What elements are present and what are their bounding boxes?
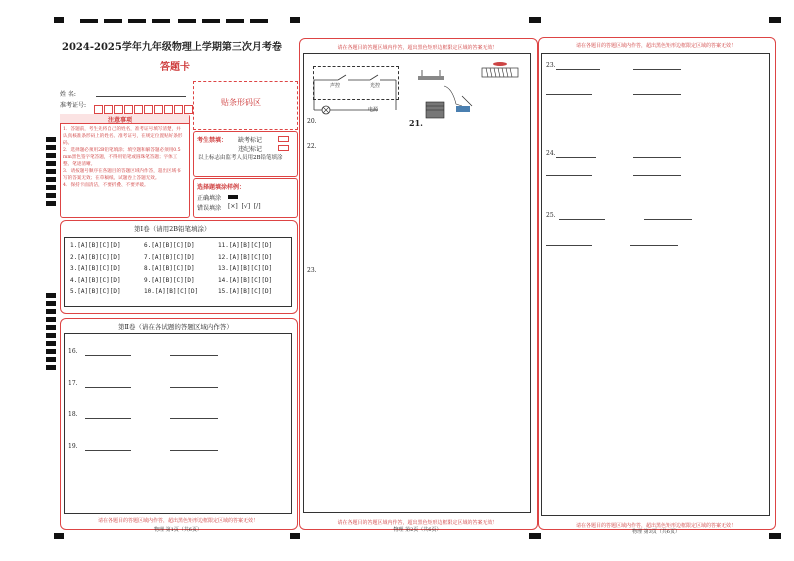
note-item: 3．请按题号顺序在各题目的答题区域内作答，超出区域书写的答案无效；在草稿纸、试题卷上答题无效。 <box>63 169 181 181</box>
choice-options[interactable]: .[A][B][C][D] <box>225 288 273 295</box>
timing-dash <box>152 19 170 23</box>
timing-mark <box>46 153 56 158</box>
answer-line[interactable] <box>546 94 592 95</box>
note-item: 1．答题前，考生先将自己的姓名，准考证号填写清楚，并认真核准条形码上的姓名、准考证号，在规定位置贴好条形码。 <box>63 127 183 146</box>
status-label: 考生禁填： <box>197 137 228 144</box>
answer-line[interactable] <box>170 387 218 388</box>
choice-number: 15 <box>218 288 226 295</box>
choice-number: 11 <box>218 242 226 249</box>
question-number: 21. <box>409 118 423 128</box>
choice-options[interactable]: .[A][B][C][D] <box>225 265 273 272</box>
choice-number: 5 <box>70 288 74 295</box>
registration-mark <box>769 17 781 23</box>
section1-title: 第Ⅰ卷（请用2B铅笔填涂） <box>134 225 211 233</box>
choice-row[interactable] <box>144 242 195 253</box>
exam-digit-box[interactable] <box>134 105 143 114</box>
timing-dash <box>250 19 268 23</box>
choice-row[interactable] <box>144 277 195 288</box>
choice-options[interactable]: .[A][B][C][D] <box>225 242 273 249</box>
correct-sample-label: 正确填涂 <box>197 195 222 202</box>
page-subtitle: 答题卡 <box>160 62 190 73</box>
answer-line[interactable] <box>630 245 678 246</box>
choice-options[interactable]: .[A][B][C][D] <box>73 253 121 261</box>
wrong-fill-samples: [×] [√] [/] <box>228 203 261 210</box>
timing-mark <box>46 169 56 174</box>
answer-line[interactable] <box>633 157 681 158</box>
violation-checkbox[interactable] <box>278 145 289 151</box>
page-title: 2024-2025学年九年级物理上学期第三次月考卷 <box>62 42 282 53</box>
answer-line[interactable] <box>559 219 605 220</box>
note-item: 2．选择题必须用2B铅笔填涂；填空题和解答题必须用0.5 mm黑色签字笔答题，不得用铅笔或圆珠笔答题；字体工整、笔迹清晰。 <box>63 148 181 167</box>
registration-mark <box>529 17 541 23</box>
choice-row[interactable] <box>218 254 272 265</box>
answer-line[interactable] <box>546 175 592 176</box>
question-number: 16. <box>68 348 78 355</box>
section2-answer-area <box>64 333 292 514</box>
choice-number: 8 <box>144 265 148 272</box>
page-footer: 物理 第3页（共6页） <box>632 529 680 535</box>
exam-digit-box[interactable] <box>94 105 103 114</box>
choice-options[interactable]: .[A][B][C][D] <box>73 276 121 284</box>
answer-line[interactable] <box>633 94 681 95</box>
choice-row[interactable] <box>218 265 272 276</box>
timing-mark <box>46 145 56 150</box>
timing-mark <box>46 301 56 306</box>
choice-row[interactable] <box>144 254 195 265</box>
choice-number: 2 <box>70 253 74 261</box>
exam-digit-box[interactable] <box>164 105 173 114</box>
exam-digit-box[interactable] <box>104 105 113 114</box>
answer-line[interactable] <box>546 245 592 246</box>
answer-line[interactable] <box>85 355 131 356</box>
choice-row[interactable] <box>70 277 121 288</box>
violation-label: 违纪标记 <box>238 146 263 153</box>
barcode-label: 贴条形码区 <box>221 98 261 107</box>
question-number: 23. <box>546 62 556 69</box>
answer-line[interactable] <box>556 157 596 158</box>
timing-mark <box>46 177 56 182</box>
overflow-notice: 请在各题目的答题区域内作答，超出黑色矩形边框限定区域的答案无效！ <box>575 523 736 529</box>
absent-checkbox[interactable] <box>278 136 289 142</box>
timing-mark <box>46 293 56 298</box>
notes-list <box>63 126 185 189</box>
choice-number: 7 <box>144 253 148 261</box>
timing-mark <box>46 309 56 314</box>
choice-row[interactable] <box>144 265 195 276</box>
answer-line[interactable] <box>633 69 681 70</box>
answer-line[interactable] <box>633 175 681 176</box>
registration-mark <box>290 533 300 539</box>
choice-row[interactable] <box>70 288 121 299</box>
answer-line[interactable] <box>170 418 218 419</box>
answer-line[interactable] <box>85 387 131 388</box>
timing-mark <box>46 161 56 166</box>
circuit-label: 光控 <box>370 83 381 89</box>
choice-options[interactable]: .[A][B][C][D] <box>147 253 195 261</box>
electromagnet-apparatus <box>412 66 482 126</box>
choice-number: 3 <box>70 265 74 272</box>
timing-dash <box>226 19 244 23</box>
choice-options[interactable]: .[A][B][C][D] <box>73 265 121 272</box>
registration-mark <box>54 17 64 23</box>
question-number: 23. <box>307 267 317 274</box>
choice-options[interactable]: .[A][B][C][D] <box>147 265 195 272</box>
answer-line[interactable] <box>85 450 131 451</box>
choice-number: 1 <box>70 242 74 249</box>
choice-options[interactable]: .[A][B][C][D] <box>225 276 273 284</box>
timing-dash <box>80 19 98 23</box>
note-item: 4．保持卡面清洁，不要折叠、不要弄破。 <box>63 183 149 188</box>
timing-mark <box>46 137 56 142</box>
circuit-wiring <box>308 60 403 120</box>
overflow-notice: 请在各题目的答题区域内作答，超出黑色矩形边框限定区域的答案无效！ <box>575 43 736 49</box>
choice-options[interactable]: .[A][B][C][D] <box>225 253 273 261</box>
choice-number: 4 <box>70 276 74 284</box>
choice-options[interactable]: .[A][B][C][D] <box>147 276 195 284</box>
overflow-notice: 请在各题目的答题区域内作答，超出黑色矩形边框限定区域的答案无效！ <box>337 45 498 51</box>
choice-options[interactable]: .[A][B][C][D] <box>151 288 199 295</box>
choice-number: 6 <box>144 242 148 249</box>
notes-heading: 注意事项 <box>108 117 133 124</box>
choice-number: 10 <box>144 288 152 295</box>
circuit-label: 声控 <box>330 83 341 89</box>
question-number: 20. <box>307 118 317 125</box>
choice-row[interactable] <box>144 288 198 299</box>
question-number: 24. <box>546 150 556 157</box>
exam-digit-box[interactable] <box>184 105 193 114</box>
exam-digit-box[interactable] <box>144 105 153 114</box>
choice-number: 12 <box>218 253 226 261</box>
choice-row[interactable] <box>70 254 121 265</box>
choice-row[interactable] <box>70 242 121 253</box>
timing-mark <box>46 365 56 370</box>
choice-number: 13 <box>218 265 226 272</box>
status-instruction: 以上标志由监考人员用2B铅笔填涂 <box>198 155 283 161</box>
correct-fill-sample <box>228 195 238 199</box>
question-number: 19. <box>68 443 78 450</box>
timing-dash <box>128 19 146 23</box>
registration-mark <box>54 533 64 539</box>
exam-number-boxes[interactable] <box>94 99 194 109</box>
section2-title: 第Ⅱ卷（请在各试题的答题区域内作答） <box>118 323 233 331</box>
choice-row[interactable] <box>70 265 121 276</box>
timing-dash <box>104 19 122 23</box>
question-number: 17. <box>68 380 78 387</box>
absent-label: 缺考标记 <box>238 137 263 144</box>
question-number: 25. <box>546 212 556 219</box>
choice-row[interactable] <box>218 288 272 299</box>
answer-line[interactable] <box>170 355 218 356</box>
answer-line[interactable] <box>556 69 600 70</box>
timing-mark <box>46 349 56 354</box>
timing-mark <box>46 357 56 362</box>
exam-digit-box[interactable] <box>174 105 183 114</box>
timing-mark <box>46 185 56 190</box>
choice-row[interactable] <box>218 277 272 288</box>
sample-label: 选择题填涂样例： <box>197 184 246 191</box>
timing-mark <box>46 201 56 206</box>
page-footer: 物理 第2页（共6页） <box>393 527 442 533</box>
page3-answer-area <box>541 53 770 516</box>
exam-digit-box[interactable] <box>154 105 163 114</box>
name-label: 姓 名: <box>60 91 76 98</box>
question-number: 22. <box>307 143 317 150</box>
choice-options[interactable]: .[A][B][C][D] <box>73 242 121 249</box>
answer-line[interactable] <box>170 450 218 451</box>
exam-digit-box[interactable] <box>114 105 123 114</box>
timing-mark <box>46 333 56 338</box>
timing-mark <box>46 325 56 330</box>
timing-mark <box>46 317 56 322</box>
answer-line[interactable] <box>644 219 692 220</box>
choice-options[interactable]: .[A][B][C][D] <box>147 242 195 249</box>
choice-options[interactable]: .[A][B][C][D] <box>73 288 121 295</box>
overflow-notice: 请在各题目的答题区域内作答，超出黑色矩形边框限定区域的答案无效！ <box>337 520 498 526</box>
question-number: 18. <box>68 411 78 418</box>
wrong-sample-label: 错误填涂 <box>197 205 222 212</box>
exam-digit-box[interactable] <box>124 105 133 114</box>
timing-dash <box>178 19 196 23</box>
overflow-notice: 请在各题目的答题区域内作答，超出黑色矩形边框限定区域的答案无效！ <box>97 518 258 524</box>
circuit-label: 电源 <box>368 107 379 113</box>
choice-row[interactable] <box>218 242 272 253</box>
timing-mark <box>46 341 56 346</box>
solenoid-sketch <box>478 60 524 82</box>
answer-line[interactable] <box>85 418 131 419</box>
exam-no-label: 准考证号: <box>60 102 87 109</box>
page-footer: 物理 第1页（共6页） <box>154 527 202 533</box>
name-field[interactable] <box>96 96 186 97</box>
choice-number: 14 <box>218 276 226 284</box>
choice-number: 9 <box>144 276 148 284</box>
timing-mark <box>46 193 56 198</box>
timing-dash <box>202 19 220 23</box>
registration-mark <box>290 17 300 23</box>
